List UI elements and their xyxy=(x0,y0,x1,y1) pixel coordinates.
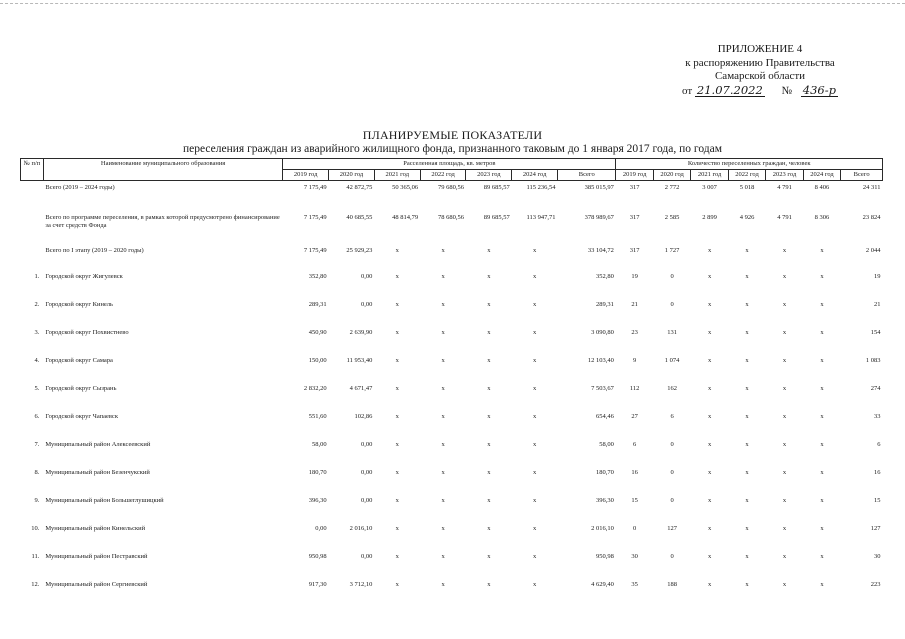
area-cell: x xyxy=(441,525,445,532)
area-cell: 0,00 xyxy=(361,441,373,448)
area-cell: x xyxy=(395,301,399,308)
people-year-header: 2024 год xyxy=(803,170,840,181)
row-number: 1. xyxy=(34,273,40,280)
municipality-name: Городской округ Самара xyxy=(45,357,113,364)
row-number xyxy=(21,210,44,244)
from-label: от xyxy=(682,84,693,97)
people-cell: x xyxy=(745,581,749,588)
municipality-name: Муниципальный район Сергиевский xyxy=(45,581,148,588)
area-cell: x xyxy=(395,525,399,532)
people-cell: x xyxy=(707,441,712,448)
people-cell: 4 791 xyxy=(777,184,792,191)
people-cell: x xyxy=(707,469,712,476)
people-cell: x xyxy=(745,329,749,336)
municipality-name: Муниципальный район Алексеевский xyxy=(45,441,151,448)
area-cell: x xyxy=(487,553,491,560)
people-cell: x xyxy=(745,413,749,420)
area-cell: x xyxy=(533,553,537,560)
area-cell: x xyxy=(395,581,399,588)
row-number xyxy=(21,181,44,211)
area-total-cell: 352,80 xyxy=(596,273,614,280)
row-number: 12. xyxy=(31,581,40,588)
people-cell: 131 xyxy=(667,329,677,336)
municipality-name: Муниципальный район Большеглушицкий xyxy=(45,497,164,504)
area-cell: x xyxy=(395,273,399,280)
municipality-name: Городской округ Чапаевск xyxy=(45,413,118,420)
area-cell: x xyxy=(441,273,445,280)
area-total-cell: 7 503,67 xyxy=(591,385,614,392)
area-cell: 3 712,10 xyxy=(349,581,373,588)
area-cell: 0,00 xyxy=(361,301,373,308)
area-year-header: 2019 год xyxy=(283,170,329,181)
title-main: ПЛАНИРУЕМЫЕ ПОКАЗАТЕЛИ xyxy=(362,128,543,142)
people-cell: x xyxy=(745,273,749,280)
people-cell: 8 406 xyxy=(814,184,830,191)
area-cell: x xyxy=(395,329,399,336)
table-row xyxy=(21,523,883,551)
area-total-cell: 12 103,40 xyxy=(587,357,614,364)
area-year-header: 2021 год xyxy=(374,170,420,181)
area-cell: 40 685,55 xyxy=(346,214,373,221)
area-cell: 7 175,49 xyxy=(303,214,327,221)
area-total-cell: 2 016,10 xyxy=(591,525,614,532)
area-cell: x xyxy=(441,301,445,308)
table-row xyxy=(21,579,883,607)
order-number: 436-р xyxy=(802,82,836,97)
people-cell: 19 xyxy=(631,273,638,280)
people-cell: x xyxy=(707,357,712,364)
people-cell: x xyxy=(745,247,749,254)
people-cell: x xyxy=(820,247,824,254)
people-cell: 5 018 xyxy=(739,184,755,191)
people-total-header: Всего xyxy=(841,170,883,181)
approval-stamp-block xyxy=(660,43,860,98)
area-year-header: 2024 год xyxy=(512,170,558,181)
table-row xyxy=(21,327,883,355)
area-cell: x xyxy=(487,497,491,504)
people-cell: 1 727 xyxy=(664,247,680,254)
area-cell: 58,00 xyxy=(311,441,327,448)
area-cell: x xyxy=(395,385,399,392)
people-total-cell: 23 824 xyxy=(862,214,881,221)
municipality-name: Городской округ Похвистнево xyxy=(45,329,129,336)
people-cell: x xyxy=(782,301,787,308)
area-cell: x xyxy=(487,301,491,308)
people-cell: 0 xyxy=(670,553,674,560)
people-cell: x xyxy=(782,441,787,448)
area-cell: x xyxy=(441,469,445,476)
municipality-name: Городской округ Жигулевск xyxy=(45,273,123,280)
people-cell: x xyxy=(782,357,787,364)
area-total-cell: 396,30 xyxy=(596,497,614,504)
people-cell: 317 xyxy=(629,214,640,221)
scan-edge-line xyxy=(0,3,905,5)
order-label: к распоряжению Правительства xyxy=(685,56,835,69)
area-cell: 289,31 xyxy=(308,301,327,308)
table-row xyxy=(21,467,883,495)
people-cell: 8 306 xyxy=(814,214,830,221)
people-cell: 2 899 xyxy=(702,214,717,221)
people-cell: 162 xyxy=(667,385,677,392)
people-cell: 0 xyxy=(670,441,674,448)
row-number: 11. xyxy=(31,553,40,560)
header-people-group: Количество переселенных граждан, человек xyxy=(616,159,883,170)
table-row xyxy=(21,355,883,383)
table-row xyxy=(21,551,883,579)
area-cell: x xyxy=(487,441,491,448)
area-total-cell: 33 104,72 xyxy=(587,247,614,254)
people-cell: x xyxy=(707,553,712,560)
area-cell: x xyxy=(533,413,537,420)
area-cell: x xyxy=(441,497,445,504)
area-cell: 102,86 xyxy=(354,413,373,420)
people-total-cell: 21 xyxy=(874,301,881,308)
table-row xyxy=(21,439,883,467)
people-cell: x xyxy=(745,301,749,308)
area-cell: x xyxy=(533,357,537,364)
people-year-header: 2020 год xyxy=(653,170,690,181)
people-cell: x xyxy=(745,357,749,364)
people-cell: x xyxy=(820,469,824,476)
people-cell: x xyxy=(745,497,749,504)
area-cell: 7 175,49 xyxy=(303,247,327,254)
row-number: 8. xyxy=(34,469,40,476)
area-cell: 11 953,40 xyxy=(346,357,373,364)
people-cell: 112 xyxy=(629,385,640,392)
area-cell: 25 929,23 xyxy=(346,247,373,254)
municipality-name: Муниципальный район Пестравский xyxy=(45,553,148,560)
people-cell: x xyxy=(745,441,749,448)
people-cell: 2 585 xyxy=(664,214,680,221)
area-cell: 352,80 xyxy=(308,273,327,280)
people-year-header: 2021 год xyxy=(691,170,728,181)
area-cell: 551,60 xyxy=(308,413,327,420)
area-year-header: 2022 год xyxy=(420,170,466,181)
municipality-name: Всего (2019 – 2024 годы) xyxy=(45,184,115,191)
area-cell: 450,90 xyxy=(308,329,327,336)
people-cell: 1 074 xyxy=(664,357,680,364)
table-row xyxy=(21,495,883,523)
people-cell: x xyxy=(745,385,749,392)
area-cell: 150,00 xyxy=(308,357,327,364)
people-cell: 4 791 xyxy=(777,214,792,221)
people-cell: x xyxy=(782,329,787,336)
area-cell: x xyxy=(533,385,537,392)
area-cell: 48 814,79 xyxy=(392,214,419,221)
people-cell: 27 xyxy=(631,413,638,420)
row-number: 9. xyxy=(34,497,40,504)
header-name: Наименование муниципального образования xyxy=(43,159,282,181)
people-total-cell: 127 xyxy=(870,525,881,532)
area-cell: x xyxy=(395,469,399,476)
area-cell: x xyxy=(533,469,537,476)
row-number: 3. xyxy=(34,329,40,336)
people-cell: 127 xyxy=(667,525,677,532)
area-cell: x xyxy=(395,247,399,254)
people-cell: x xyxy=(820,273,824,280)
row-number: 5. xyxy=(34,385,40,392)
area-cell: x xyxy=(533,441,537,448)
area-cell: x xyxy=(487,273,491,280)
area-cell: 115 236,54 xyxy=(526,184,556,191)
title-sub: переселения граждан из аварийного жилищного фонда, признанного таковым до 1 января 2017 года, по годам xyxy=(183,143,722,155)
people-cell: 0 xyxy=(670,469,674,476)
area-cell: x xyxy=(533,273,537,280)
people-total-cell: 15 xyxy=(874,497,881,504)
table-row xyxy=(21,181,883,211)
people-total-cell: 154 xyxy=(870,329,881,336)
people-cell: x xyxy=(782,469,787,476)
area-cell: x xyxy=(487,525,491,532)
area-cell: x xyxy=(441,413,445,420)
people-cell: x xyxy=(820,385,824,392)
area-total-cell: 654,46 xyxy=(596,413,614,420)
area-cell: 50 365,06 xyxy=(392,184,419,191)
people-cell: x xyxy=(707,301,712,308)
people-cell: x xyxy=(745,525,749,532)
area-cell: x xyxy=(533,329,537,336)
area-cell: x xyxy=(395,497,399,504)
area-total-cell: 385 015,97 xyxy=(584,184,614,191)
people-cell: x xyxy=(820,581,824,588)
area-total-cell: 3 090,80 xyxy=(591,329,614,336)
people-cell: 0 xyxy=(633,525,637,532)
area-cell: 2 016,10 xyxy=(349,525,373,532)
area-cell: x xyxy=(441,329,445,336)
area-year-header: 2023 год xyxy=(466,170,512,181)
people-cell: 4 926 xyxy=(739,214,755,221)
area-cell: 4 671,47 xyxy=(349,385,373,392)
area-cell: 0,00 xyxy=(315,525,327,532)
area-cell: x xyxy=(441,553,445,560)
people-cell: x xyxy=(820,413,824,420)
people-cell: x xyxy=(707,247,712,254)
people-cell: 188 xyxy=(667,581,677,588)
people-cell: x xyxy=(707,385,712,392)
row-number: 10. xyxy=(31,525,40,532)
table-row xyxy=(21,271,883,299)
area-cell: x xyxy=(487,385,491,392)
number-label: № xyxy=(781,84,793,97)
people-cell: x xyxy=(820,301,824,308)
area-cell: x xyxy=(487,247,491,254)
area-cell: x xyxy=(441,357,445,364)
header-no: № п/п xyxy=(21,159,44,181)
order-date: 21.07.2022 xyxy=(696,82,763,97)
people-cell: x xyxy=(820,525,824,532)
people-total-cell: 30 xyxy=(874,553,881,560)
people-cell: 6 xyxy=(633,441,637,448)
municipality-name: Всего по программе переселения, в рамках которой предусмотрено финансирование за счет средств Фонда xyxy=(45,214,280,229)
people-cell: x xyxy=(745,553,749,560)
people-cell: x xyxy=(782,553,787,560)
people-cell: 0 xyxy=(670,273,674,280)
people-cell: 21 xyxy=(631,301,638,308)
people-total-cell: 223 xyxy=(870,581,881,588)
area-cell: 396,30 xyxy=(308,497,327,504)
government-name: Самарской области xyxy=(714,70,806,82)
area-total-cell: 289,31 xyxy=(596,301,614,308)
people-year-header: 2022 год xyxy=(728,170,765,181)
header-area-group: Расселенная площадь, кв. метров xyxy=(283,159,616,170)
people-cell: x xyxy=(782,385,787,392)
area-cell: 78 680,56 xyxy=(437,214,464,221)
municipality-name: Муниципальный район Кинельский xyxy=(45,525,146,532)
area-cell: x xyxy=(487,413,491,420)
people-cell: 35 xyxy=(631,581,638,588)
people-cell: 317 xyxy=(629,247,640,254)
area-total-cell: 950,98 xyxy=(596,553,614,560)
area-cell: x xyxy=(533,301,537,308)
area-cell: x xyxy=(487,469,491,476)
area-cell: x xyxy=(395,357,399,364)
people-cell: x xyxy=(782,581,787,588)
people-cell: x xyxy=(707,581,712,588)
area-cell: x xyxy=(533,525,537,532)
people-cell: 16 xyxy=(631,469,638,476)
municipality-name: Городской округ Кинель xyxy=(45,301,114,308)
people-cell: x xyxy=(707,497,712,504)
people-total-cell: 24 311 xyxy=(862,184,881,191)
people-total-cell: 2 044 xyxy=(865,247,881,254)
area-cell: x xyxy=(487,357,491,364)
people-cell: x xyxy=(820,497,824,504)
people-cell: x xyxy=(707,273,712,280)
area-cell: x xyxy=(441,247,445,254)
table-row xyxy=(21,299,883,327)
area-total-header: Всего xyxy=(558,170,616,181)
area-cell: x xyxy=(441,441,445,448)
people-total-cell: 16 xyxy=(874,469,881,476)
area-cell: x xyxy=(395,441,399,448)
people-total-cell: 33 xyxy=(874,413,881,420)
people-cell: 2 772 xyxy=(664,184,680,191)
people-cell: 9 xyxy=(633,357,637,364)
municipality-name: Муниципальный район Безенчукский xyxy=(45,469,150,476)
people-cell: x xyxy=(820,357,824,364)
people-cell: x xyxy=(782,413,787,420)
area-cell: x xyxy=(487,581,491,588)
people-cell: x xyxy=(820,441,824,448)
area-cell: x xyxy=(533,247,537,254)
area-total-cell: 378 989,67 xyxy=(584,214,614,221)
area-cell: 113 947,71 xyxy=(526,214,556,221)
people-year-header: 2023 год xyxy=(766,170,803,181)
area-cell: x xyxy=(441,581,445,588)
table-row xyxy=(21,383,883,411)
people-cell: x xyxy=(820,329,824,336)
people-cell: 317 xyxy=(629,184,640,191)
table-row xyxy=(21,244,883,271)
people-cell: x xyxy=(745,469,749,476)
people-total-cell: 274 xyxy=(870,385,881,392)
area-total-cell: 58,00 xyxy=(599,441,614,448)
area-cell: 0,00 xyxy=(361,273,373,280)
people-total-cell: 6 xyxy=(877,441,881,448)
people-cell: x xyxy=(782,247,787,254)
area-cell: x xyxy=(441,385,445,392)
people-cell: x xyxy=(782,497,787,504)
municipality-name: Городской округ Сызрань xyxy=(45,385,117,392)
table-row xyxy=(21,210,883,244)
area-cell: 2 832,20 xyxy=(303,385,327,392)
people-cell: 3 007 xyxy=(702,184,717,191)
people-cell: 0 xyxy=(670,497,674,504)
people-total-cell: 19 xyxy=(874,273,881,280)
people-cell: x xyxy=(820,553,824,560)
area-cell: 180,70 xyxy=(308,469,327,476)
row-number: 2. xyxy=(34,301,40,308)
people-cell: 30 xyxy=(631,553,638,560)
area-cell: 89 685,57 xyxy=(483,184,510,191)
document-title xyxy=(0,128,905,156)
area-cell: x xyxy=(395,413,399,420)
row-number: 7. xyxy=(34,441,40,448)
municipality-name: Всего по I этапу (2019 – 2020 годы) xyxy=(45,247,144,254)
order-date-number xyxy=(682,84,838,99)
people-cell: 6 xyxy=(670,413,674,420)
area-cell: 42 872,75 xyxy=(346,184,373,191)
people-cell: x xyxy=(707,413,712,420)
area-cell: 0,00 xyxy=(361,497,373,504)
area-cell: 0,00 xyxy=(361,469,373,476)
people-cell: 15 xyxy=(631,497,638,504)
area-total-cell: 4 629,40 xyxy=(591,581,614,588)
people-cell: x xyxy=(707,329,712,336)
area-cell: 917,30 xyxy=(308,581,327,588)
area-cell: 950,98 xyxy=(308,553,327,560)
people-cell: x xyxy=(782,525,787,532)
people-cell: 0 xyxy=(670,301,674,308)
area-year-header: 2020 год xyxy=(329,170,375,181)
row-number: 4. xyxy=(34,357,40,364)
area-cell: x xyxy=(533,497,537,504)
area-cell: x xyxy=(533,581,537,588)
area-cell: x xyxy=(395,553,399,560)
row-number: 6. xyxy=(34,413,40,420)
table-row xyxy=(21,411,883,439)
people-total-cell: 1 083 xyxy=(865,357,881,364)
area-total-cell: 180,70 xyxy=(596,469,614,476)
area-cell: 0,00 xyxy=(361,553,373,560)
people-cell: 23 xyxy=(631,329,638,336)
indicators-table xyxy=(20,158,883,607)
people-cell: x xyxy=(707,525,712,532)
row-number xyxy=(21,244,44,271)
appendix-label: ПРИЛОЖЕНИЕ 4 xyxy=(717,43,803,55)
area-cell: 89 685,57 xyxy=(483,214,510,221)
people-year-header: 2019 год xyxy=(616,170,653,181)
area-cell: 7 175,49 xyxy=(303,184,327,191)
area-cell: 2 639,90 xyxy=(349,329,373,336)
area-cell: x xyxy=(487,329,491,336)
area-cell: 79 680,56 xyxy=(437,184,464,191)
people-cell: x xyxy=(782,273,787,280)
